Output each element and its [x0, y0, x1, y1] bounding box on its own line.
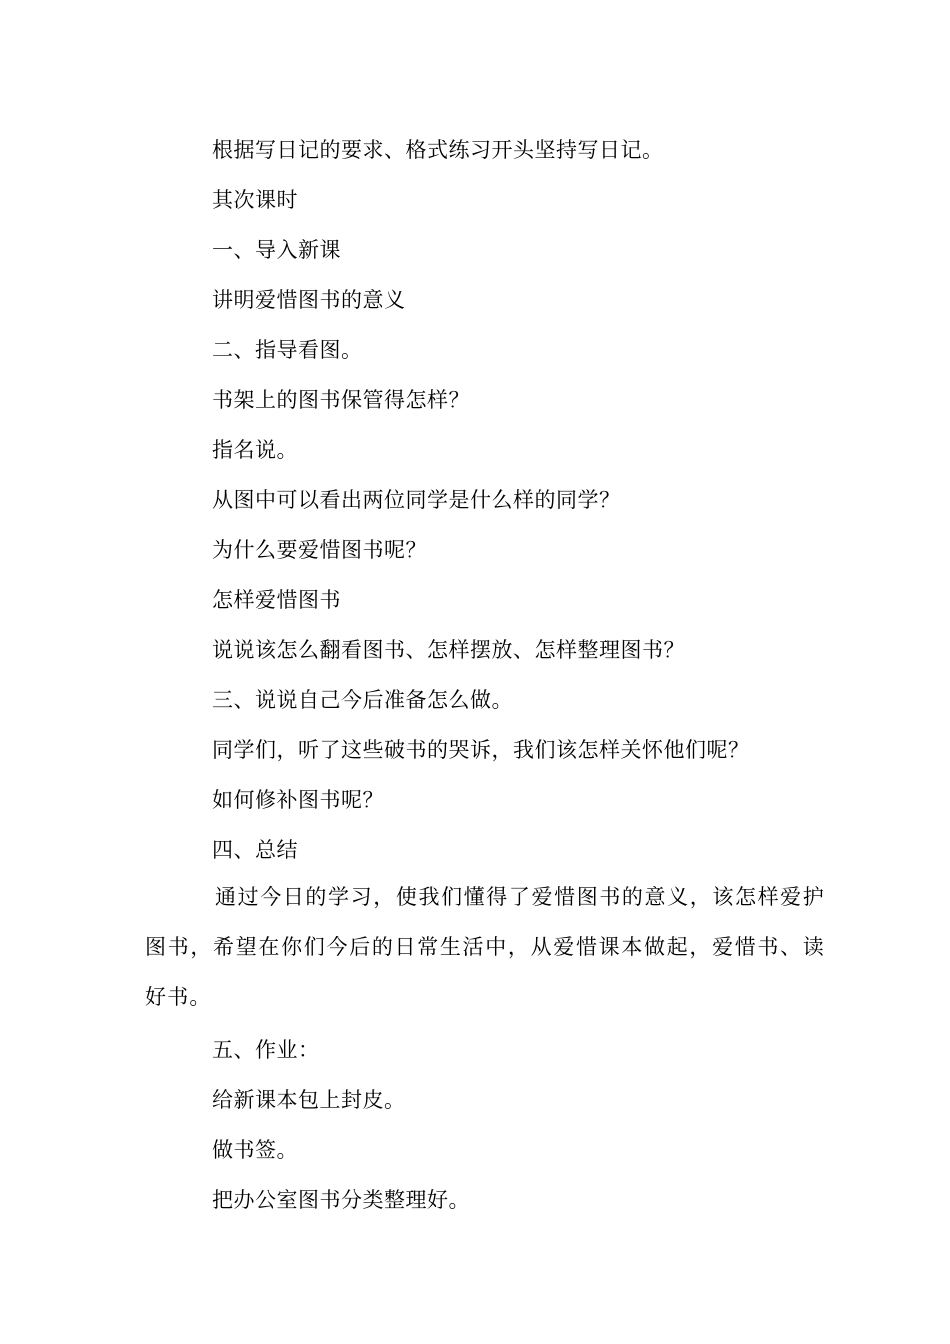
section-heading: 五、作业：	[212, 1038, 320, 1062]
text-line: 从图中可以看出两位同学是什么样的同学？	[212, 488, 621, 512]
text-line: 怎样爱惜图书	[212, 588, 341, 612]
text-line: 说说该怎么翻看图书、怎样摆放、怎样整理图书？	[212, 638, 685, 662]
section-heading: 三、说说自己今后准备怎么做。	[212, 688, 513, 712]
section-heading: 一、导入新课	[212, 238, 341, 262]
text-line: 根据写日记的要求、格式练习开头坚持写日记。	[212, 138, 664, 162]
text-line: 如何修补图书呢？	[212, 788, 384, 812]
lesson-heading: 其次课时	[212, 188, 298, 212]
text-line: 做书签。	[212, 1138, 298, 1162]
text-line: 书架上的图书保管得怎样？	[212, 388, 470, 412]
text-line: 为什么要爱惜图书呢？	[212, 538, 427, 562]
section-heading: 四、总结	[212, 838, 298, 862]
summary-paragraph: 通过今日的学习，使我们懂得了爱惜图书的意义，该怎样爱护图书，希望在你们今后的日常生活中，从爱惜课本做起，爱惜书、读好书。	[145, 885, 825, 1009]
text-line: 讲明爱惜图书的意义	[212, 288, 406, 312]
section-heading: 二、指导看图。	[212, 338, 363, 362]
text-line: 把办公室图书分类整理好。	[212, 1188, 470, 1212]
text-line: 同学们，听了这些破书的哭诉，我们该怎样关怀他们呢？	[212, 738, 750, 762]
text-line: 指名说。	[212, 438, 298, 462]
text-line: 给新课本包上封皮。	[212, 1088, 406, 1112]
